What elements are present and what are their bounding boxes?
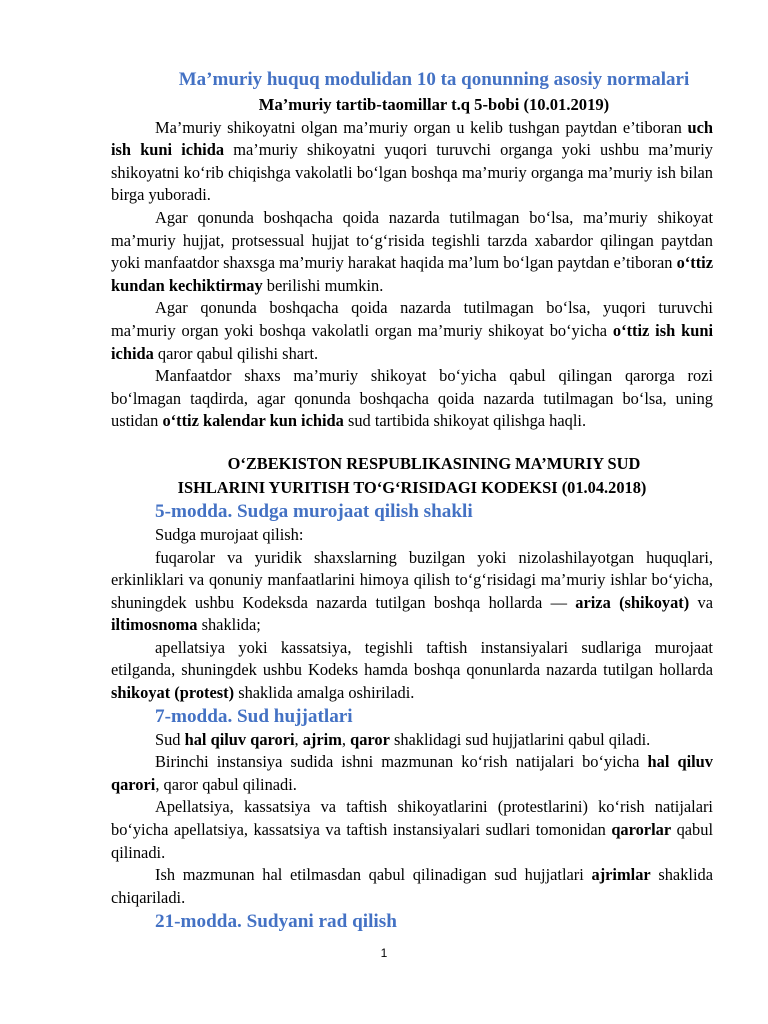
text-run: , qaror qabul qilinadi.	[155, 774, 297, 794]
text-run: sud tartibida shikoyat qilishga haqli.	[343, 411, 587, 431]
paragraph	[111, 864, 713, 909]
text-run: qaror qabul qilishi shart.	[153, 343, 319, 363]
paragraph	[111, 117, 713, 207]
article-title: 7-modda. Sud hujjatlari	[155, 705, 353, 727]
bold-term: ajrim	[302, 729, 342, 749]
text-run: Apellatsiya, kassatsiya va taftish shikoyatlarini (protestlarini) ko‘rish natijalari bo‘yicha apellatsiya, kassatsiya va taftish instansiyalari sudlari tomonidan	[111, 797, 713, 840]
text-run: Ish mazmunan hal etilmasdan qabul qilinadigan sud hujjatlari	[155, 865, 592, 885]
bold-term: shikoyat (protest)	[111, 683, 235, 703]
bold-term: hal qiluv qarori	[111, 752, 713, 794]
section-court-code	[111, 500, 713, 935]
section-heading-administrative-procedures: Ma’muriy tartib-taomillar t.q 5-bobi (10.01.2019)	[258, 95, 610, 114]
paragraph	[111, 524, 713, 547]
text-run: Agar qonunda boshqacha qoida nazarda tutilmagan bo‘lsa, yuqori turuvchi ma’muriy organ yoki boshqa vakolatli organ ma’muriy shikoyat bo‘yicha	[111, 298, 713, 340]
bold-term: ariza (shikoyat)	[575, 592, 690, 612]
text-run: ma’muriy shikoyatni yuqori turuvchi organga yoki ushbu ma’muriy shikoyatni ko‘rib chiqishga vakolatli bo‘lgan boshqa ma’muriy organga ma’muriy ish bilan birga yuboradi.	[111, 140, 713, 205]
bold-term: hal qiluv qarori	[184, 729, 295, 749]
text-run: qabul qilinadi.	[111, 820, 713, 862]
article-title: 5-modda. Sudga murojaat qilish shakli	[155, 500, 473, 522]
text-run: fuqarolar va yuridik shaxslarning buzilgan yoki nizolashilayotgan huquqlari, erkinliklari va qonuniy manfaatlarini himoya qilish to‘g‘risidagi ma’muriy ishlar bo‘yicha, shuningdek ushbu Kodeksda nazarda tutilgan boshqa hollarda —	[111, 547, 713, 612]
text-run: Birinchi instansiya sudida ishni mazmunan ko‘rish natijalari bo‘yicha	[155, 752, 648, 772]
section-heading-court-code	[111, 452, 713, 500]
bold-term: o‘ttiz kalendar kun ichida	[162, 411, 344, 431]
bold-term: iltimosnoma	[111, 615, 198, 635]
paragraph	[111, 729, 713, 752]
bold-term: uch ish kuni ichida	[111, 117, 713, 160]
bold-term: ajrimlar	[591, 865, 651, 885]
text-run: shaklidagi sud hujjatlarini qabul qiladi.	[389, 729, 651, 749]
article-title: 21-modda. Sudyani rad qilish	[155, 911, 397, 933]
text-run: Ma’muriy shikoyatni olgan ma’muriy organ u kelib tushgan paytdan e’tiboran	[155, 117, 688, 137]
paragraph	[111, 796, 713, 864]
bold-term: o‘ttiz kundan kechiktirmay	[111, 253, 713, 295]
text-run: shaklida;	[197, 615, 261, 635]
paragraph	[111, 751, 713, 796]
page-number: 1	[380, 946, 388, 960]
paragraph	[111, 547, 713, 637]
text-run: Sudga murojaat qilish:	[155, 524, 304, 544]
code-title-line-1: O‘ZBEKISTON RESPUBLIKASINING MA’MURIY SUD	[227, 453, 641, 473]
paragraph	[111, 365, 713, 433]
section-administrative-procedures	[111, 117, 713, 433]
text-run: Sud	[155, 729, 185, 749]
text-run: va	[689, 592, 713, 612]
text-run: ,	[294, 729, 303, 749]
text-run: berilishi mumkin.	[262, 275, 384, 295]
text-run: ,	[341, 729, 351, 749]
text-run: shaklida chiqariladi.	[111, 865, 713, 907]
document-title: Ma’muriy huquq modulidan 10 ta qonunning asosiy normalari	[178, 69, 690, 90]
document-page	[111, 66, 713, 934]
text-run: Agar qonunda boshqacha qoida nazarda tutilmagan bo‘lsa, ma’muriy shikoyat ma’muriy hujjat, protsessual hujjat to‘g‘risida tegishli tarzda xabardor qilingan paytdan yoki manfaatdor shaxsga ma’muriy harakat haqida ma’lum bo‘lgan paytdan e’tiboran	[111, 207, 713, 273]
text-run: apellatsiya yoki kassatsiya, tegishli taftish instansiyalari sudlariga murojaat etilganda, shuningdek ushbu Kodeks hamda boshqa qonunlarda nazarda tutilgan hollarda	[111, 637, 713, 680]
paragraph	[111, 207, 713, 297]
text-run: Manfaatdor shaxs ma’muriy shikoyat bo‘yicha qabul qilingan qarorga rozi bo‘lmagan taqdirda, agar qonunda boshqacha qoida nazarda tutilmagan bo‘lsa, uning ustidan	[111, 366, 713, 431]
code-title-line-2: ISHLARINI YURITISH TO‘G‘RISIDAGI KODEKSI (01.04.2018)	[177, 477, 647, 497]
paragraph	[111, 297, 713, 365]
bold-term: qarorlar	[611, 820, 672, 840]
bold-term: o‘ttiz ish kuni ichida	[111, 320, 713, 363]
text-run: shaklida amalga oshiriladi.	[234, 683, 415, 703]
paragraph	[111, 637, 713, 705]
bold-term: qaror	[350, 729, 390, 749]
